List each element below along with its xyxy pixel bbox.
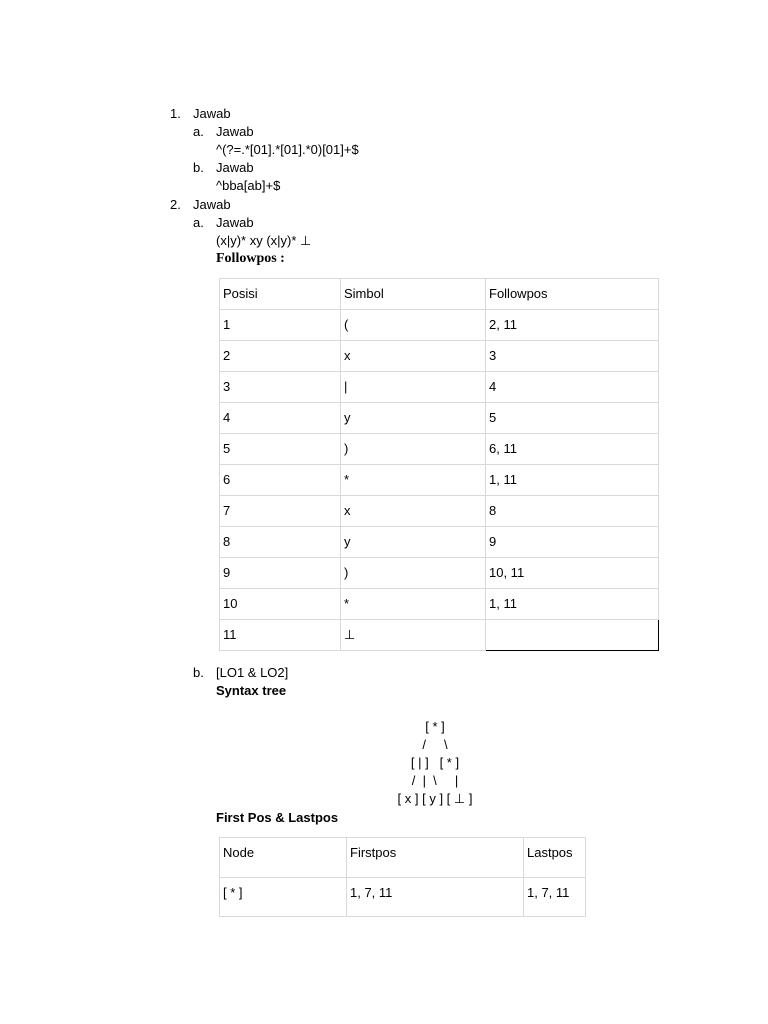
syntax-tree-line: [ x ] [ y ] [ ⊥ ]: [397, 791, 473, 806]
cell-posisi: 2: [220, 341, 341, 372]
cell-posisi: 3: [220, 372, 341, 403]
firstpos-lastpos-table: [219, 837, 586, 917]
cell-simbol: (: [341, 310, 486, 341]
q1a-letter: a.: [193, 124, 204, 139]
q2a-label: Jawab: [216, 215, 254, 230]
cell-simbol: x: [341, 496, 486, 527]
cell-lastpos: 1, 7, 11: [524, 878, 586, 917]
cell-followpos: 10, 11: [486, 558, 659, 589]
header-lastpos: Lastpos: [524, 838, 586, 878]
cell-simbol: |: [341, 372, 486, 403]
syntax-tree-line: / | \ |: [411, 773, 459, 788]
cell-followpos: 5: [486, 403, 659, 434]
table-row: [220, 496, 659, 527]
q2-number: 2.: [170, 197, 181, 212]
header-followpos: Followpos: [486, 279, 659, 310]
table-row: [220, 620, 659, 651]
cell-followpos: 1, 11: [486, 589, 659, 620]
cell-followpos: 9: [486, 527, 659, 558]
cell-posisi: 1: [220, 310, 341, 341]
table-row: [220, 527, 659, 558]
cell-posisi: 7: [220, 496, 341, 527]
cell-posisi: 8: [220, 527, 341, 558]
q2a-expression: (x|y)* xy (x|y)* ⊥: [216, 233, 312, 248]
cell-simbol: ): [341, 558, 486, 589]
cell-followpos: 8: [486, 496, 659, 527]
syntax-tree-line: [ | ] [ * ]: [410, 755, 460, 770]
cell-posisi: 10: [220, 589, 341, 620]
cell-posisi: 6: [220, 465, 341, 496]
q1-number: 1.: [170, 106, 181, 121]
firstpos-heading: First Pos & Lastpos: [216, 810, 339, 825]
cell-followpos: 4: [486, 372, 659, 403]
cell-simbol: ⊥: [341, 620, 486, 651]
cell-simbol: y: [341, 403, 486, 434]
header-firstpos: Firstpos: [347, 838, 524, 878]
followpos-table: [219, 278, 659, 651]
cell-posisi: 9: [220, 558, 341, 589]
q1a-answer: ^(?=.*[01].*[01].*0)[01]+$: [216, 142, 359, 157]
cell-followpos: 6, 11: [486, 434, 659, 465]
cell-simbol: y: [341, 527, 486, 558]
cell-followpos: 2, 11: [486, 310, 659, 341]
header-posisi: Posisi: [220, 279, 341, 310]
table-row: [220, 589, 659, 620]
q1b-label: Jawab: [216, 160, 254, 175]
table-row: [220, 558, 659, 589]
cell-followpos: 3: [486, 341, 659, 372]
q1b-answer: ^bba[ab]+$: [216, 178, 281, 193]
table-header-row: [220, 279, 659, 310]
table-row: [220, 878, 586, 917]
table-row: [220, 465, 659, 496]
cell-followpos: [486, 620, 659, 651]
cell-simbol: ): [341, 434, 486, 465]
cell-posisi: 4: [220, 403, 341, 434]
q2a-letter: a.: [193, 215, 204, 230]
header-simbol: Simbol: [341, 279, 486, 310]
q2b-letter: b.: [193, 665, 204, 680]
cell-simbol: x: [341, 341, 486, 372]
syntax-tree-line: / \: [422, 737, 448, 752]
table-row: [220, 403, 659, 434]
table-row: [220, 310, 659, 341]
q1b-letter: b.: [193, 160, 204, 175]
followpos-heading: Followpos :: [216, 251, 285, 266]
cell-posisi: 11: [220, 620, 341, 651]
cell-simbol: *: [341, 589, 486, 620]
syntax-tree-line: [ * ]: [425, 719, 445, 734]
table-row: [220, 341, 659, 372]
header-node: Node: [220, 838, 347, 878]
cell-firstpos: 1, 7, 11: [347, 878, 524, 917]
cell-simbol: *: [341, 465, 486, 496]
table-row: [220, 434, 659, 465]
q2b-label: [LO1 & LO2]: [216, 665, 289, 680]
q1-label: Jawab: [193, 106, 231, 121]
table-header-row: [220, 838, 586, 878]
cell-posisi: 5: [220, 434, 341, 465]
syntax-tree: [380, 718, 490, 808]
cell-node: [ * ]: [220, 878, 347, 917]
syntax-tree-heading: Syntax tree: [216, 683, 287, 698]
table-row: [220, 372, 659, 403]
cell-followpos: 1, 11: [486, 465, 659, 496]
q2-label: Jawab: [193, 197, 231, 212]
q1a-label: Jawab: [216, 124, 254, 139]
